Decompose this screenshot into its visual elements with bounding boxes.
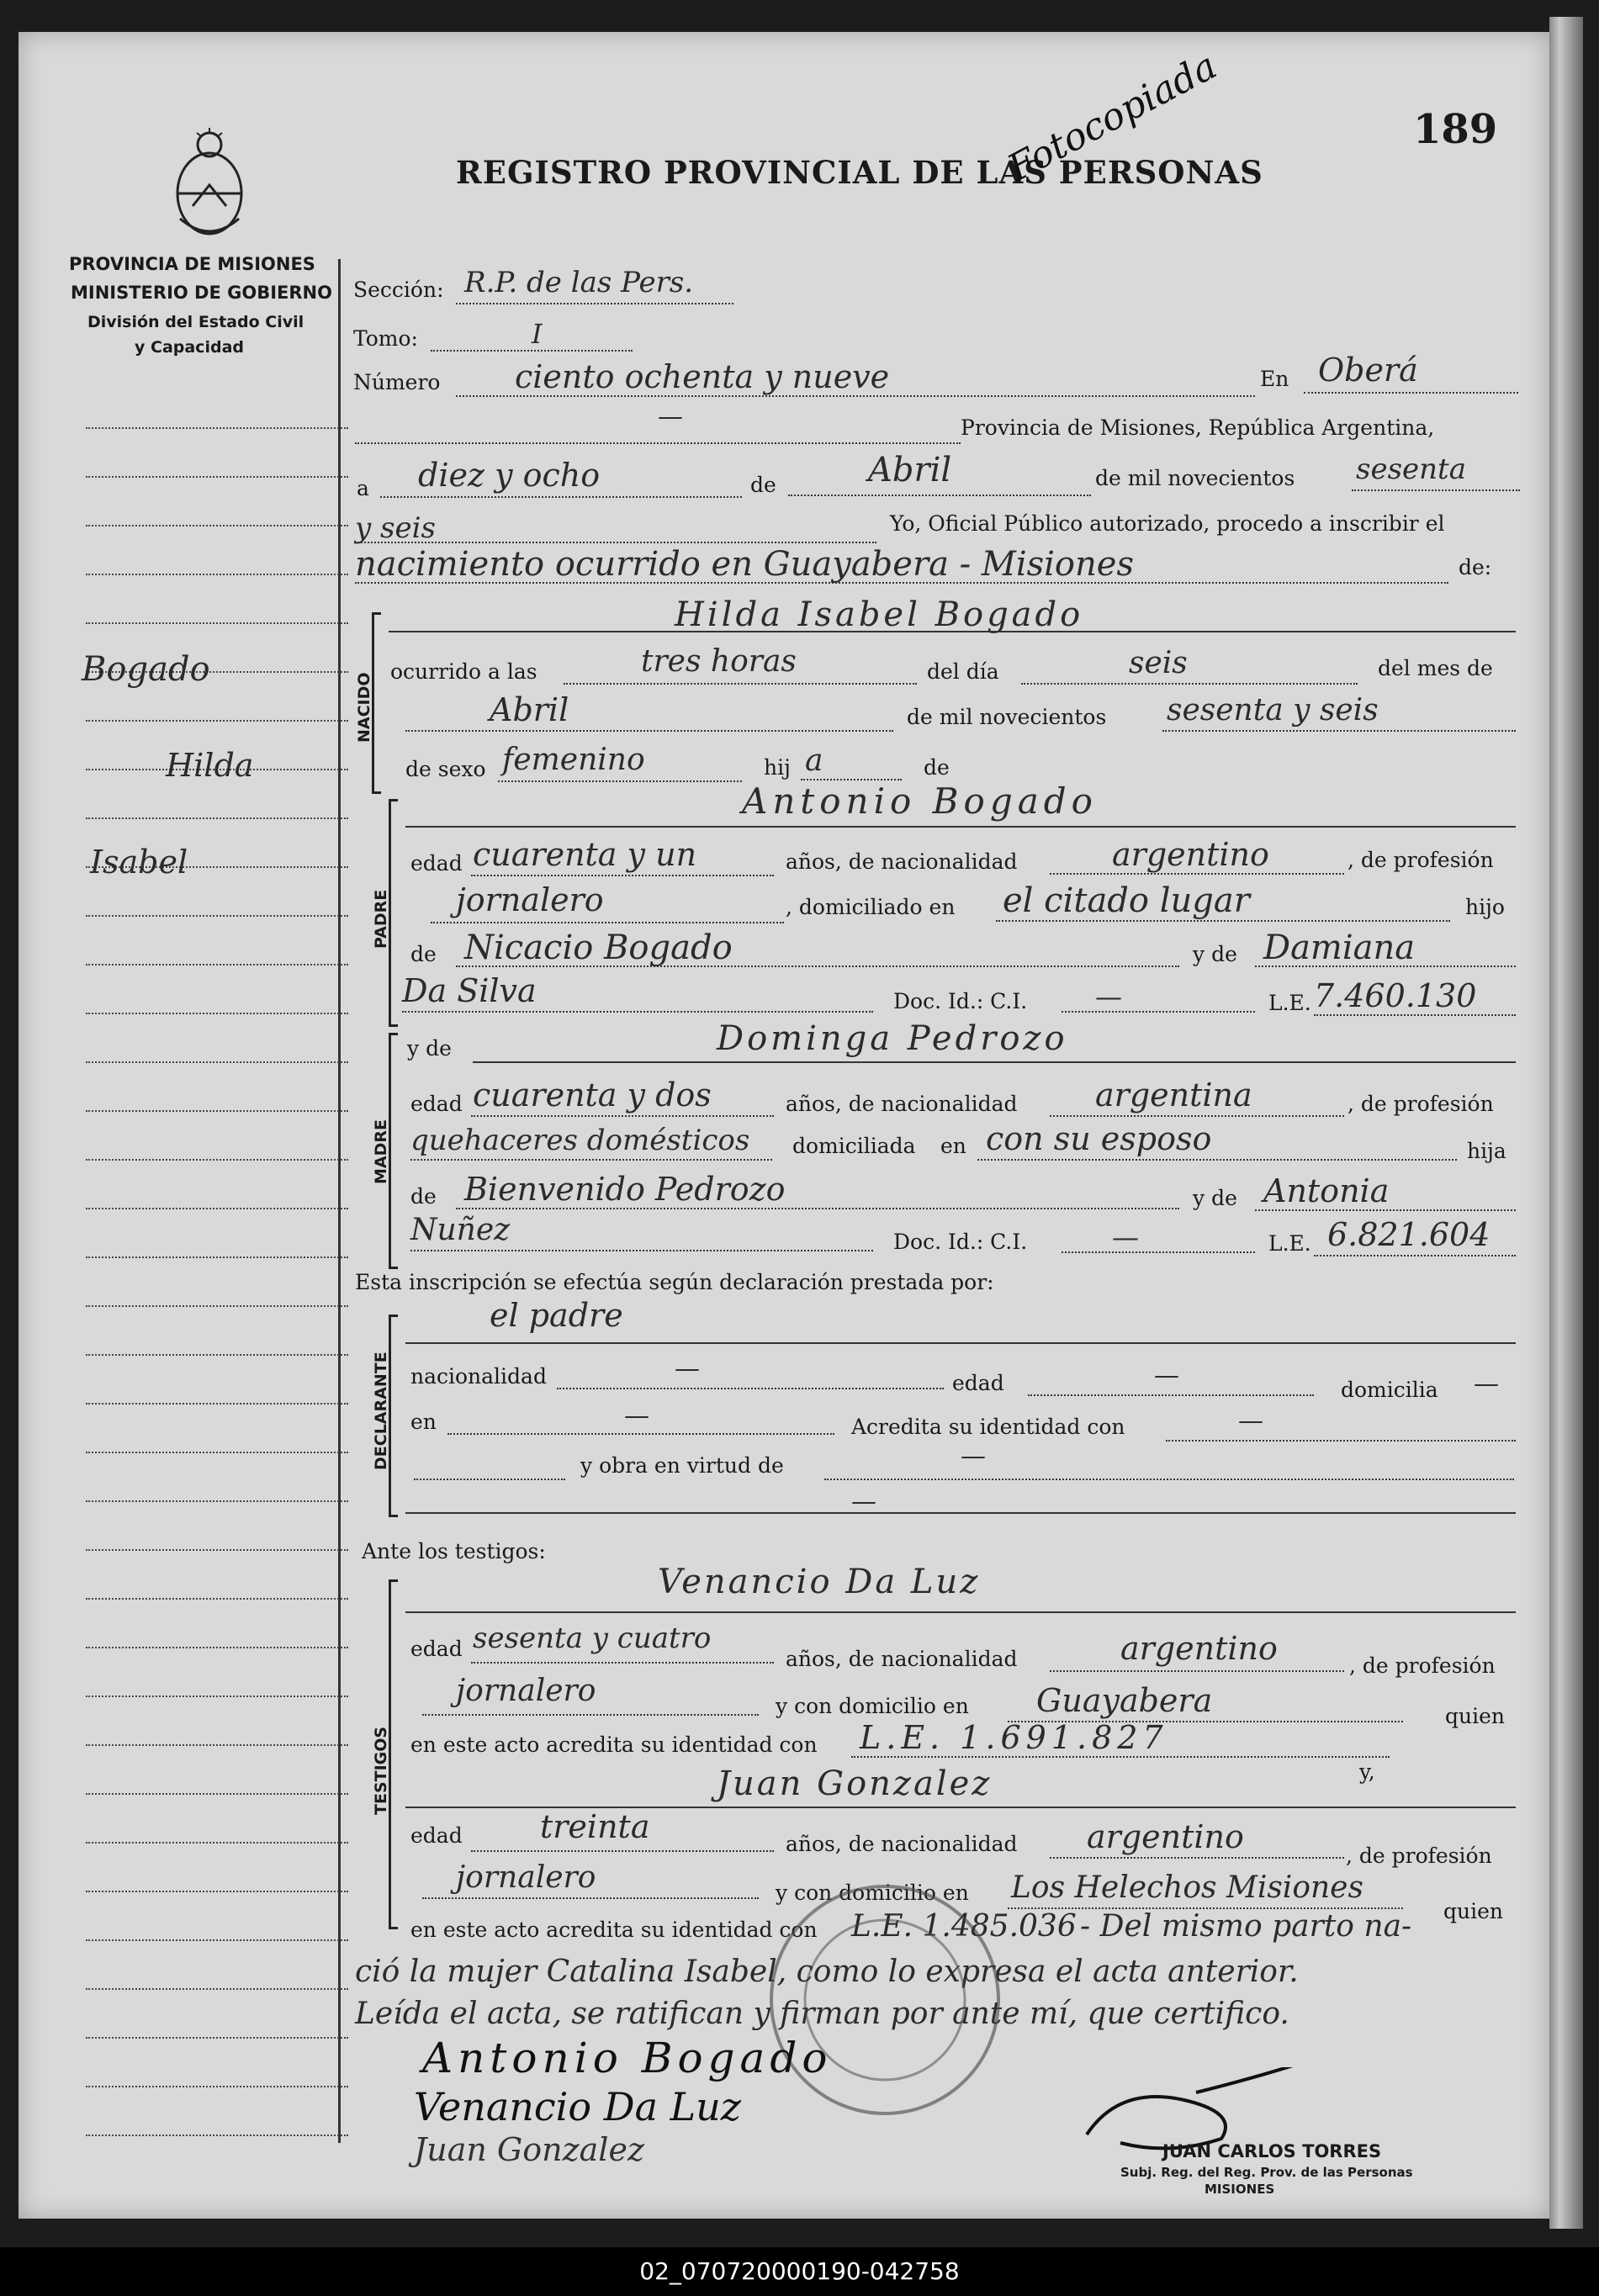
declaracion-label: Esta inscripción se efectúa según declaración prestada por:: [355, 1270, 994, 1294]
madre-dom-label: domiciliada: [792, 1134, 916, 1158]
y-comma-label: y,: [1359, 1759, 1375, 1784]
anio-acta-2: y seis: [355, 511, 436, 545]
padre-nac: argentino: [1112, 836, 1269, 873]
anio-value: sesenta y seis: [1167, 693, 1379, 727]
lugar-value: Oberá: [1318, 352, 1418, 389]
page-title: REGISTRO PROVINCIAL DE LAS PERSONAS: [456, 154, 1263, 191]
declarante-edad: —: [1154, 1361, 1179, 1390]
madre-ci: —: [1112, 1221, 1139, 1253]
de-colon-label: de:: [1459, 555, 1492, 579]
testigo2-nombre: Juan Gonzalez: [717, 1764, 993, 1803]
padre-de-label: de: [410, 942, 437, 966]
t1-dom: Guayabera: [1036, 1682, 1213, 1719]
division-line2: y Capacidad: [135, 338, 244, 357]
abuelo-materno: Bienvenido Pedrozo: [464, 1171, 786, 1208]
t1-prof: jornalero: [456, 1674, 596, 1708]
acredita-label: Acredita su identidad con: [851, 1415, 1125, 1439]
tab-nacido: NACIDO: [355, 672, 373, 743]
official-stamp-title: Subj. Reg. del Reg. Prov. de las Personas: [1120, 2165, 1413, 2180]
padre-prof-label: , de profesión: [1348, 848, 1494, 872]
declarante-en-label: en: [410, 1410, 437, 1434]
hora-value: tres horas: [641, 644, 797, 679]
yo-oficial-label: Yo, Oficial Público autorizado, procedo a inscribir el: [890, 511, 1445, 536]
madre-yde-label: y de: [407, 1036, 452, 1061]
padre-edad: cuarenta y un: [473, 836, 697, 873]
nacido-nombre: Hilda Isabel Bogado: [675, 595, 1084, 634]
sexo-value: femenino: [502, 743, 645, 777]
padre-le-label: L.E.: [1268, 991, 1311, 1015]
division-line1: División del Estado Civil: [87, 313, 304, 331]
abuela-paterna-1: Damiana: [1263, 928, 1416, 967]
registry-page: [19, 32, 1549, 2219]
t2-edad-label: edad: [410, 1823, 463, 1848]
t2-nac-label: años, de nacionalidad: [786, 1832, 1018, 1856]
padre-le: 7.460.130: [1314, 977, 1477, 1014]
t2-edad: treinta: [540, 1808, 650, 1845]
ocurrido-label: ocurrido a las: [390, 659, 537, 684]
madre-edad-label: edad: [410, 1092, 463, 1116]
de-mil-label: de mil novecientos: [1095, 466, 1295, 490]
margin-second-name: Isabel: [90, 844, 188, 881]
numero-label: Número: [353, 370, 441, 394]
hij-suffix: a: [805, 743, 823, 778]
abuela-materna-2: Nuñez: [410, 1213, 511, 1247]
t2-dom-label: y con domicilio en: [776, 1881, 969, 1905]
hijo-label: hijo: [1465, 895, 1505, 919]
madre-edad: cuarenta y dos: [473, 1077, 712, 1114]
madre-le: 6.821.604: [1327, 1216, 1490, 1253]
t2-acredita-label: en este acto acredita su identidad con: [410, 1918, 818, 1942]
madre-nac: argentina: [1095, 1077, 1252, 1114]
declarante-dom-label: domicilia: [1341, 1378, 1438, 1402]
declarante-edad-label: edad: [952, 1371, 1004, 1395]
t2-prof: jornalero: [456, 1860, 596, 1895]
t1-doc: L.E. 1.691.827: [860, 1719, 1168, 1756]
madre-le-label: L.E.: [1268, 1231, 1311, 1256]
ante-testigos-label: Ante los testigos:: [362, 1539, 546, 1563]
del-dia-label: del día: [927, 659, 999, 684]
ministry-name: MINISTERIO DE GOBIERNO: [71, 283, 332, 303]
firma-testigo2: Juan Gonzalez: [414, 2131, 644, 2168]
nota-1: - Del mismo parto na-: [1080, 1909, 1412, 1944]
en-label: En: [1260, 367, 1289, 391]
province-name: PROVINCIA DE MISIONES: [69, 254, 315, 274]
hecho-value: nacimiento ocurrido en Guayabera - Misiones: [355, 545, 1134, 584]
mes-acta-value: Abril: [868, 451, 952, 489]
t2-prof-label: , de profesión: [1346, 1844, 1492, 1868]
declarante-dom: —: [1474, 1369, 1499, 1399]
padre-dom-label: , domiciliado en: [786, 895, 956, 919]
padre-doc-label: Doc. Id.: C.I.: [893, 989, 1028, 1013]
obra-label: y obra en virtud de: [580, 1453, 784, 1478]
stamp-handwriting: Fotocopiada: [1001, 44, 1224, 191]
nota-2: ció la mujer Catalina Isabel, como lo expresa el acta anterior.: [355, 1955, 1299, 1989]
margin-first-name: Hilda: [166, 747, 254, 784]
coat-of-arms-icon: [163, 126, 256, 244]
official-stamp-place: MISIONES: [1205, 2182, 1275, 2197]
anio-acta-1: sesenta: [1356, 452, 1466, 486]
de-mil-label-2: de mil novecientos: [907, 705, 1107, 729]
dash-1: —: [658, 402, 683, 431]
de-sexo-label: de sexo: [405, 757, 486, 781]
page-number: 189: [1413, 106, 1498, 153]
tab-testigos: TESTIGOS: [372, 1726, 390, 1815]
t1-nac-label: años, de nacionalidad: [786, 1647, 1018, 1671]
hija-label: hija: [1467, 1139, 1506, 1163]
tab-declarante: DECLARANTE: [372, 1352, 390, 1470]
official-stamp-name: JUAN CARLOS TORRES: [1162, 2141, 1382, 2161]
image-id-footer: 02_070720000190-042758: [0, 2247, 1599, 2296]
testigo1-nombre: Venancio Da Luz: [658, 1563, 981, 1601]
padre-ci: —: [1095, 981, 1122, 1013]
madre-dom: con su esposo: [986, 1120, 1212, 1157]
declarante-obra: —: [961, 1442, 986, 1471]
tomo-value: I: [532, 318, 543, 350]
t2-doc: L.E. 1.485.036: [851, 1909, 1077, 1944]
margin-surname: Bogado: [82, 650, 210, 689]
firma-padre: Antonio Bogado: [422, 2034, 833, 2082]
tab-madre: MADRE: [372, 1119, 390, 1184]
mes-value: Abril: [490, 691, 569, 728]
madre-nombre: Dominga Pedrozo: [717, 1019, 1068, 1058]
padre-nac-label: años, de nacionalidad: [786, 849, 1018, 874]
nota-3: Leída el acta, se ratifican y firman por ante mí, que certifico.: [355, 1997, 1289, 2031]
t1-nac: argentino: [1120, 1630, 1278, 1667]
declarante-en: —: [624, 1401, 649, 1431]
t2-dom: Los Helechos Misiones: [1011, 1870, 1363, 1905]
abuelo-paterno: Nicacio Bogado: [464, 928, 733, 967]
t1-edad: sesenta y cuatro: [473, 1621, 712, 1655]
dia-value: seis: [1129, 646, 1188, 680]
hij-label: hij: [764, 755, 791, 780]
madre-prof-label: , de profesión: [1348, 1092, 1494, 1116]
de-label: de: [750, 473, 776, 497]
t1-quien-label: quien: [1445, 1704, 1505, 1728]
padre-nombre: Antonio Bogado: [742, 780, 1098, 822]
madre-yde-label-2: y de: [1193, 1186, 1237, 1210]
madre-prof: quehaceres domésticos: [410, 1124, 750, 1157]
margin-divider: [338, 259, 341, 2143]
padre-yde-label: y de: [1193, 942, 1237, 966]
t1-prof-label: , de profesión: [1349, 1653, 1496, 1678]
t1-acredita-label: en este acto acredita su identidad con: [410, 1733, 818, 1757]
seccion-label: Sección:: [353, 278, 444, 302]
padre-prof: jornalero: [456, 881, 604, 918]
madre-de-label: de: [410, 1184, 437, 1209]
a-label: a: [357, 476, 369, 500]
official-seal-icon: [759, 1874, 1011, 2126]
abuela-paterna-2: Da Silva: [402, 972, 537, 1009]
t2-nac: argentino: [1087, 1818, 1244, 1855]
t1-dom-label: y con domicilio en: [776, 1694, 969, 1718]
tab-padre: PADRE: [372, 889, 390, 949]
madre-nac-label: años, de nacionalidad: [786, 1092, 1018, 1116]
t2-quien-label: quien: [1443, 1899, 1503, 1923]
padre-dom: el citado lugar: [1003, 881, 1250, 920]
de-label-2: de: [924, 755, 950, 780]
del-mes-label: del mes de: [1378, 656, 1493, 680]
abuela-materna-1: Antonia: [1263, 1172, 1390, 1209]
seccion-value: R.P. de las Pers.: [464, 266, 694, 299]
dia-acta-value: diez y ocho: [418, 457, 601, 494]
declarante-value: el padre: [490, 1297, 623, 1334]
declarante-nac: —: [675, 1354, 700, 1383]
declarante-nac-label: nacionalidad: [410, 1364, 547, 1389]
provincia-label: Provincia de Misiones, República Argentina,: [961, 415, 1435, 440]
book-binding-edge: [1549, 17, 1583, 2229]
madre-en-label: en: [940, 1134, 966, 1158]
declarante-acredita: —: [1238, 1406, 1263, 1436]
numero-value: ciento ochenta y nueve: [515, 358, 890, 395]
padre-edad-label: edad: [410, 851, 463, 876]
firma-testigo1: Venancio Da Luz: [414, 2084, 742, 2129]
declarante-obra-2: —: [851, 1487, 876, 1516]
t1-edad-label: edad: [410, 1637, 463, 1661]
madre-doc-label: Doc. Id.: C.I.: [893, 1230, 1028, 1254]
tomo-label: Tomo:: [353, 326, 418, 351]
